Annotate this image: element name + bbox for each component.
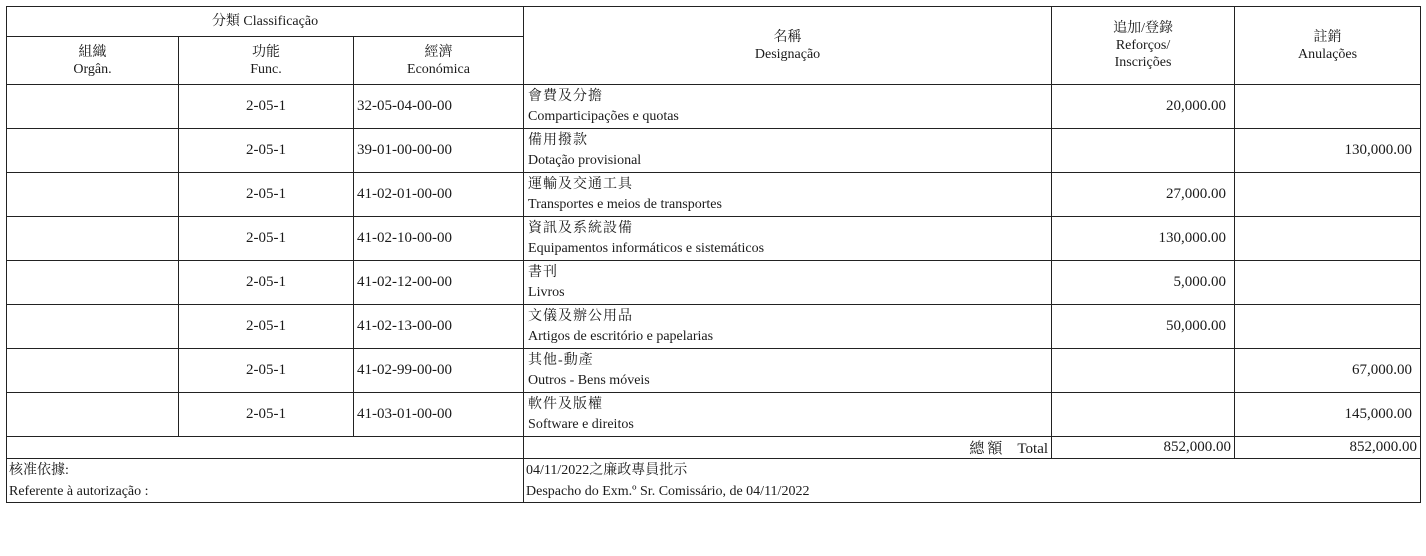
total-blank-func <box>179 437 354 459</box>
organ-cell <box>7 305 179 349</box>
designation-cell <box>524 173 1052 217</box>
total-label-zh: 總額 <box>969 441 1006 457</box>
organ-cell <box>7 129 179 173</box>
func-cell: 2-05-1 <box>179 173 354 217</box>
designation-zh: 其他-動產 <box>528 352 594 368</box>
reforco-cell: 20,000.00 <box>1052 85 1235 129</box>
reforco-cell <box>1052 129 1235 173</box>
reinforcement-header <box>1052 7 1235 85</box>
designation-cell <box>524 129 1052 173</box>
total-blank-organ <box>7 437 179 459</box>
reforco-cell: 27,000.00 <box>1052 173 1235 217</box>
anulacao-cell: 145,000.00 <box>1235 393 1421 437</box>
table-row <box>7 217 1421 261</box>
designation-zh: 軟件及版權 <box>528 396 604 412</box>
budget-document <box>6 6 1420 550</box>
econ-cell: 41-02-12-00-00 <box>354 261 524 305</box>
reinforcement-header-pt2: Inscrições <box>1114 55 1172 70</box>
designation-zh: 書刊 <box>528 264 559 280</box>
econ-cell: 32-05-04-00-00 <box>354 85 524 129</box>
anulacao-cell <box>1235 173 1421 217</box>
econ-cell: 41-02-10-00-00 <box>354 217 524 261</box>
func-cell: 2-05-1 <box>179 393 354 437</box>
designation-cell <box>524 217 1052 261</box>
reforco-cell: 130,000.00 <box>1052 217 1235 261</box>
designation-pt: Transportes e meios de transportes <box>528 196 722 212</box>
header-row-1 <box>7 7 1421 37</box>
total-blank-econ <box>354 437 524 459</box>
designation-cell <box>524 349 1052 393</box>
anulacao-cell <box>1235 217 1421 261</box>
func-header-zh: 功能 <box>252 44 280 60</box>
table-row <box>7 129 1421 173</box>
organ-cell <box>7 85 179 129</box>
reforco-cell <box>1052 349 1235 393</box>
authorization-label <box>7 459 524 503</box>
reforco-cell: 5,000.00 <box>1052 261 1235 305</box>
econ-cell: 41-03-01-00-00 <box>354 393 524 437</box>
organ-cell <box>7 217 179 261</box>
anulacao-cell <box>1235 85 1421 129</box>
designation-zh: 運輸及交通工具 <box>528 176 634 192</box>
designation-zh: 會費及分擔 <box>528 88 604 104</box>
designation-cell <box>524 393 1052 437</box>
total-row <box>7 437 1421 459</box>
designation-pt: Comparticipações e quotas <box>528 108 679 124</box>
authorization-value-pt: Despacho do Exm.º Sr. Comissário, de 04/11/2022 <box>526 483 810 499</box>
table-row <box>7 305 1421 349</box>
organ-cell <box>7 261 179 305</box>
func-cell: 2-05-1 <box>179 85 354 129</box>
designation-cell <box>524 261 1052 305</box>
designation-header-pt: Designação <box>754 46 821 62</box>
reforco-cell: 50,000.00 <box>1052 305 1235 349</box>
econ-cell: 41-02-99-00-00 <box>354 349 524 393</box>
designation-pt: Outros - Bens móveis <box>528 372 650 388</box>
organ-cell <box>7 173 179 217</box>
econ-cell: 41-02-01-00-00 <box>354 173 524 217</box>
reinforcement-header-zh: 追加/登錄 <box>1113 21 1173 36</box>
econ-header-pt: Económica <box>407 61 470 77</box>
total-label-pt: Total <box>1017 441 1049 457</box>
reforco-cell <box>1052 393 1235 437</box>
authorization-value <box>524 459 1421 503</box>
func-cell: 2-05-1 <box>179 217 354 261</box>
econ-header <box>354 37 524 85</box>
authorization-row <box>7 459 1421 503</box>
table-row <box>7 393 1421 437</box>
func-cell: 2-05-1 <box>179 129 354 173</box>
total-reforcos: 852,000.00 <box>1052 437 1235 459</box>
annulment-header-zh: 註銷 <box>1313 29 1342 45</box>
designation-pt: Equipamentos informáticos e sistemáticos <box>528 240 765 256</box>
anulacao-cell <box>1235 305 1421 349</box>
authorization-label-pt: Referente à autorização : <box>9 483 149 499</box>
func-cell: 2-05-1 <box>179 349 354 393</box>
authorization-label-zh: 核准依據: <box>9 462 69 478</box>
designation-cell <box>524 85 1052 129</box>
organ-header-zh: 組織 <box>78 44 107 60</box>
total-label <box>524 437 1052 459</box>
classification-header: 分類 Classificação <box>7 7 524 37</box>
designation-pt: Dotação provisional <box>528 152 642 168</box>
designation-header <box>524 7 1052 85</box>
designation-pt: Software e direitos <box>528 416 634 432</box>
econ-header-zh: 經濟 <box>424 44 453 60</box>
func-header <box>179 37 354 85</box>
anulacao-cell: 67,000.00 <box>1235 349 1421 393</box>
designation-zh: 文儀及辦公用品 <box>528 308 634 324</box>
total-anulacoes: 852,000.00 <box>1235 437 1421 459</box>
anulacao-cell <box>1235 261 1421 305</box>
econ-cell: 41-02-13-00-00 <box>354 305 524 349</box>
organ-cell <box>7 393 179 437</box>
reinforcement-header-pt1: Reforços/ <box>1115 38 1171 53</box>
table-row <box>7 349 1421 393</box>
designation-cell <box>524 305 1052 349</box>
func-cell: 2-05-1 <box>179 305 354 349</box>
annulment-header <box>1235 7 1421 85</box>
anulacao-cell: 130,000.00 <box>1235 129 1421 173</box>
designation-pt: Artigos de escritório e papelarias <box>528 328 714 344</box>
func-header-pt: Func. <box>250 61 282 77</box>
organ-header-pt: Orgân. <box>73 61 112 77</box>
authorization-value-zh: 04/11/2022之廉政專員批示 <box>526 462 688 478</box>
organ-cell <box>7 349 179 393</box>
organ-header <box>7 37 179 85</box>
table-row <box>7 173 1421 217</box>
func-cell: 2-05-1 <box>179 261 354 305</box>
designation-header-zh: 名稱 <box>773 29 802 45</box>
designation-zh: 備用撥款 <box>528 132 589 148</box>
econ-cell: 39-01-00-00-00 <box>354 129 524 173</box>
budget-table <box>6 6 1421 503</box>
table-row <box>7 261 1421 305</box>
designation-pt: Livros <box>528 284 565 300</box>
annulment-header-pt: Anulações <box>1297 46 1358 62</box>
table-row <box>7 85 1421 129</box>
designation-zh: 資訊及系統設備 <box>528 220 634 236</box>
